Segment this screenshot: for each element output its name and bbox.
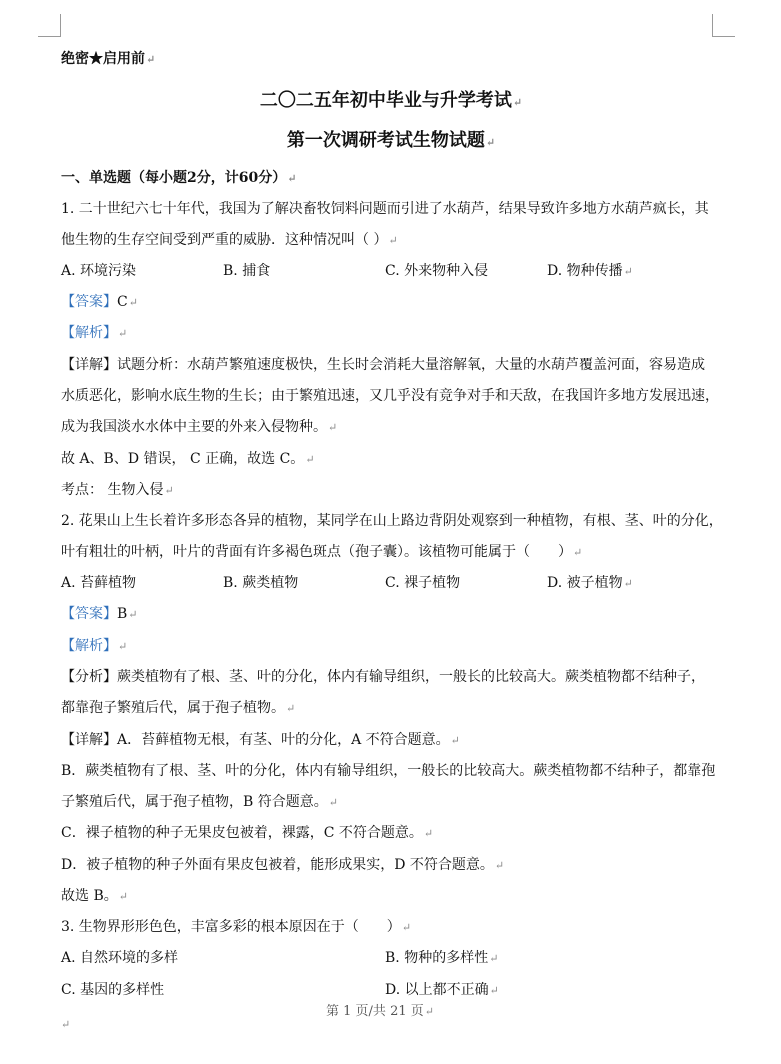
secret-label: 绝密★启用前↵ <box>61 51 156 67</box>
q1-option-b: B. 捕食 <box>223 263 271 279</box>
q2-detail-b-line2: 子繁殖后代，属于孢子植物，B 符合题意。↵ <box>61 794 338 810</box>
q1-answer: 【答案】C↵ <box>61 294 138 310</box>
q1-analysis-tag: 【解析】↵ <box>61 325 128 341</box>
q1-detail-line2: 水质恶化，影响水底生物的生长；由于繁殖迅速，又几乎没有竞争对手和天敌，在我国许多地方发展迅速， <box>61 388 719 404</box>
section-heading: 一、单选题（每小题2分，计60分）↵ <box>61 170 297 186</box>
q2-stem-line1: 2. 花果山上生长着许多形态各异的植物，某同学在山上路边背阴处观察到一种植物，有根、茎、叶的分化， <box>61 513 723 529</box>
q2-conclusion: 故选 B。↵ <box>61 888 128 904</box>
q2-fenxi-line1: 【分析】蕨类植物有了根、茎、叶的分化，体内有输导组织，一般长的比较高大。蕨类植物都不结种子， <box>61 669 705 685</box>
exam-title: 二〇二五年初中毕业与升学考试↵ <box>259 90 523 111</box>
q3-option-a: A. 自然环境的多样 <box>61 950 179 966</box>
q2-answer: 【答案】B↵ <box>61 606 138 622</box>
paragraph-mark: ↵ <box>61 1018 71 1031</box>
exam-subtitle: 第一次调研考试生物试题↵ <box>286 130 496 151</box>
q2-detail-a: 【详解】A．苔藓植物无根，有茎、叶的分化，A 不符合题意。↵ <box>61 732 460 748</box>
q2-option-c: C. 裸子植物 <box>385 575 461 591</box>
q1-conclusion: 故 A、B、D 错误， C 正确，故选 C。↵ <box>61 451 315 467</box>
q2-detail-c: C．裸子植物的种子无果皮包被着，裸露，C 不符合题意。↵ <box>61 825 434 841</box>
q1-detail-line1: 【详解】试题分析：水葫芦繁殖速度极快，生长时会消耗大量溶解氧，大量的水葫芦覆盖河面，容易造成 <box>61 357 705 373</box>
q2-option-b: B. 蕨类植物 <box>223 575 299 591</box>
q3-option-b: B. 物种的多样性↵ <box>385 950 499 966</box>
q1-kaodian: 考点： 生物入侵↵ <box>61 482 174 498</box>
q1-stem-line1: 1. 二十世纪六七十年代，我国为了解决畜牧饲料问题而引进了水葫芦，结果导致许多地方水葫芦疯长，其 <box>61 201 709 217</box>
page-corner-top-right <box>712 14 735 37</box>
q1-stem-line2: 他生物的生存空间受到严重的威胁．这种情况叫（ ）↵ <box>61 232 398 248</box>
q1-detail-line3: 成为我国淡水水体中主要的外来入侵物种。↵ <box>61 419 338 435</box>
page-corner-top-left <box>38 14 61 37</box>
q2-detail-d: D．被子植物的种子外面有果皮包被着，能形成果实，D 不符合题意。↵ <box>61 857 505 873</box>
q3-option-d: D. 以上都不正确↵ <box>385 982 499 998</box>
q2-analysis-tag: 【解析】↵ <box>61 638 128 654</box>
q2-detail-b-line1: B．蕨类植物有了根、茎、叶的分化，体内有输导组织，一般长的比较高大。蕨类植物都不结种子，都靠孢 <box>61 763 716 779</box>
q2-option-a: A. 苔藓植物 <box>61 575 137 591</box>
q3-option-c: C. 基因的多样性 <box>61 982 165 998</box>
q1-option-a: A. 环境污染 <box>61 263 137 279</box>
q1-option-d: D. 物种传播↵ <box>547 263 633 279</box>
q3-stem: 3. 生物界形形色色，丰富多彩的根本原因在于（ ）↵ <box>61 919 412 935</box>
q2-option-d: D. 被子植物↵ <box>547 575 633 591</box>
q2-stem-line2: 叶有粗壮的叶柄，叶片的背面有许多褐色斑点（孢子囊）。该植物可能属于（ ）↵ <box>61 544 583 560</box>
q2-fenxi-line2: 都靠孢子繁殖后代，属于孢子植物。↵ <box>61 700 296 716</box>
q1-option-c: C. 外来物种入侵 <box>385 263 489 279</box>
page-footer: 第 1 页/共 21 页↵ <box>326 1004 434 1019</box>
